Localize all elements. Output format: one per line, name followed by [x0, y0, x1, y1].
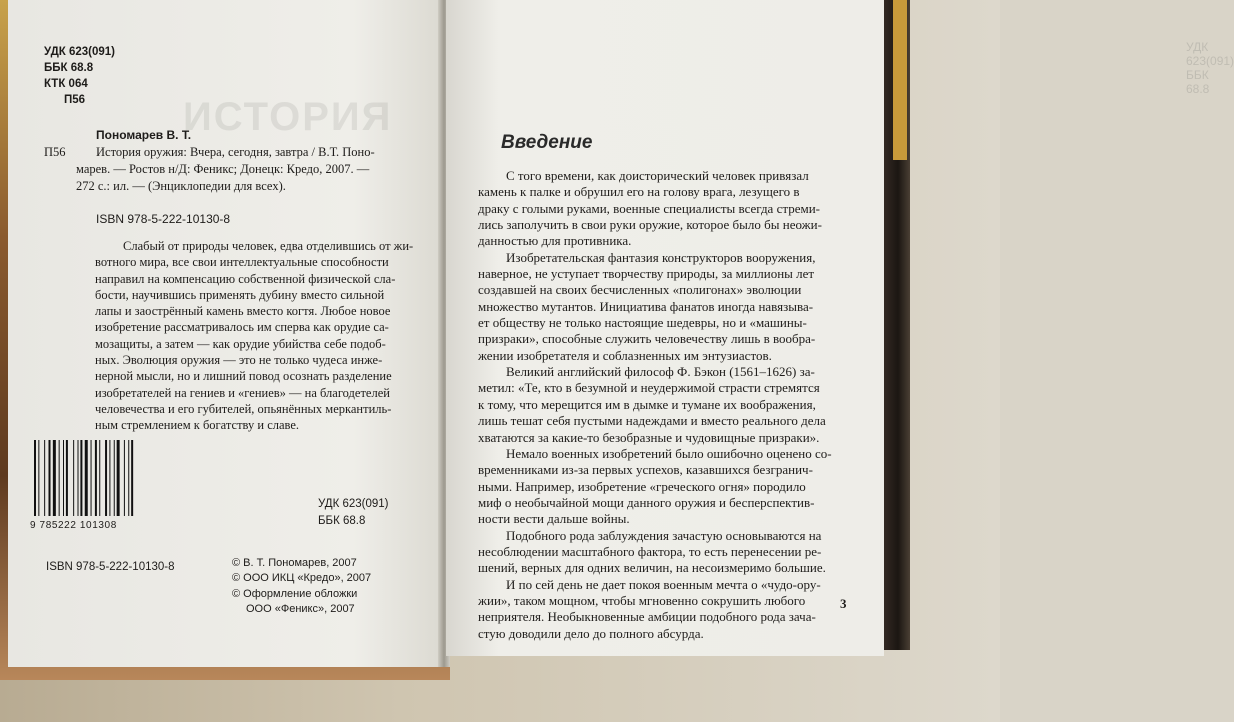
bleed-through-ghost: ИСТОРИЯ [183, 95, 393, 139]
barcode-bar [131, 440, 133, 516]
barcode-bar [53, 440, 56, 516]
annotation-line: ных. Эволюция оружия — это не только чудеса инже- [95, 353, 383, 368]
body-line: множество мутантов. Инициатива фанатов иногда навязыва- [478, 298, 814, 314]
body-line: Великий английский философ Ф. Бэкон (1561–1626) за- [506, 364, 815, 380]
bbk-code-bottom: ББК 68.8 [318, 515, 366, 527]
annotation-line: изобретение рассматривалось им сперва как орудие са- [95, 320, 389, 335]
barcode-bar [44, 440, 45, 516]
chapter-title: Введение [501, 132, 593, 153]
barcode-bar [59, 440, 60, 516]
barcode-bar [128, 440, 129, 516]
body-line: С того времени, как доисторический человек привязал [506, 168, 809, 183]
body-line: хватаются за какие-то безобразные и чудовищные призраки». [478, 429, 820, 445]
barcode-bar [38, 440, 39, 516]
barcode-bar [78, 440, 79, 516]
body-line: наверное, не уступает творчеству природы, за миллионы лет [478, 266, 815, 282]
barcode-bar [114, 440, 115, 516]
body-line: ными. Например, изобретение «греческого огня» породило [478, 478, 806, 494]
barcode-bar [99, 440, 100, 516]
annotation-line: мозащиты, а затем — как орудие убийства себе подоб- [95, 336, 386, 351]
annotation-line: вотного мира, все свои интеллектуальные способности [95, 255, 389, 270]
body-line: ности вести дальше войны. [478, 511, 630, 527]
barcode-bar [63, 440, 64, 516]
udk-code: УДК 623(091) [44, 46, 116, 58]
body-line: неприятеля. Необыкновенные амбиции подобного рода зача- [478, 609, 816, 625]
copyright-line: © Оформление обложки [232, 587, 358, 600]
bleed-through-ghost-right: УДК 623(091) ББК 68.8 [1186, 40, 1234, 96]
index-mark: П56 [44, 145, 66, 159]
barcode-bar [49, 440, 51, 516]
copyright-line: © ООО ИКЦ «Кредо», 2007 [232, 572, 372, 585]
body-line: жении изобретателя и соблазненных им энтузиастов. [478, 347, 772, 363]
body-line: данностью для противника. [478, 233, 632, 249]
biblio-line: 272 с.: ил. — (Энциклопедии для всех). [76, 179, 286, 193]
annotation-line: человечества и его губителей, опьянённых меркантиль- [95, 401, 392, 416]
barcode-bar [124, 440, 125, 516]
body-line: к тому, что мерещится им в дымке и тумане их воображения, [478, 396, 816, 412]
barcode-bar [117, 440, 120, 516]
body-line: лись заполучить в свои руки оружие, которое было бы неожи- [478, 217, 822, 233]
body-line: драку с голыми руками, военные специалисты всегда стреми- [478, 200, 820, 216]
codes-bottom [318, 496, 389, 530]
barcode-bar [85, 440, 88, 516]
book-cover-right-tab [893, 0, 907, 160]
annotation-line: направил на компенсацию собственной физической сла- [95, 271, 396, 286]
body-line: Немало военных изобретений было ошибочно оценено со- [506, 445, 832, 461]
body-line: Изобретательская фантазия конструкторов вооружения, [506, 249, 816, 265]
annotation-line: ным стремлением к богатству и славе. [95, 418, 300, 433]
barcode-bar [66, 440, 68, 516]
body-line: камень к палке и обрушил его на голову врага, лезущего в [478, 184, 800, 200]
annotation-line: бости, научившись применять дубину вместо сильной [95, 287, 385, 302]
body-line: И по сей день не дает покоя военным мечта о «чудо-ору- [506, 576, 821, 592]
body-line: лишь тешат себя пустыми надеждами и вместо реального дела [478, 413, 826, 429]
annotation [95, 238, 413, 434]
body-line: Подобного рода заблуждения зачастую основываются на [506, 527, 822, 543]
copyright-line: © В. Т. Пономарев, 2007 [232, 557, 357, 569]
chapter-body [478, 168, 850, 642]
barcode-bar [109, 440, 110, 516]
barcode-bar [34, 440, 36, 516]
body-line: призраки», способные служить человечеству лишь в вообра- [478, 331, 816, 347]
annotation-line: Слабый от природы человек, едва отделившись от жи- [123, 239, 414, 253]
isbn-top: ISBN 978-5-222-10130-8 [96, 212, 231, 226]
annotation-line: изобретателей на гениев и «гениев» — на благодетелей [95, 385, 390, 400]
ktk-code: КТК 064 [44, 78, 88, 90]
body-line: несоблюдении масштабного фактора, то есть перенесении ре- [478, 543, 822, 559]
page-number: 3 [840, 596, 847, 611]
barcode-digits: 9 785222 101308 [30, 520, 117, 531]
body-line: шений, верных для одних величин, на несоизмеримо большие. [478, 560, 826, 576]
body-line: временниками из-за первых успехов, казавшихся безгранич- [478, 462, 813, 478]
copyright-line: ООО «Феникс», 2007 [246, 602, 355, 615]
author-name: Пономарев В. Т. [96, 128, 192, 142]
body-line: метил: «Те, кто в безумной и неудержимой страсти стремятся [478, 380, 820, 396]
body-line: ет обществу не только настоящие шедевры, но и «машины- [478, 315, 807, 331]
udk-code-bottom: УДК 623(091) [318, 498, 389, 510]
copyright-block [232, 556, 371, 617]
annotation-line: лапы и заострённый камень вместо когтя. Любое новое [95, 304, 391, 319]
bbk-code: ББК 68.8 [44, 62, 94, 74]
body-line: создавшей на своих бесчисленных «полигонах» эволюции [478, 282, 802, 298]
barcode-bar [80, 440, 82, 516]
barcode-bar [91, 440, 92, 516]
body-line: стую доводили дело до полного абсурда. [478, 625, 704, 641]
author-mark: П56 [64, 94, 86, 106]
barcode [32, 440, 162, 530]
annotation-line: нерной мысли, но и лишний повод осознать разделение [95, 369, 392, 384]
body-line: жии», таком мощном, чтобы мгновенно сокрушить любого [478, 592, 806, 608]
body-line: миф о необычайной мощи данного оружия и бесперспектив- [478, 494, 815, 510]
biblio-line: История оружия: Вчера, сегодня, завтра / В.Т. Поно- [96, 145, 375, 159]
biblio-line: марев. — Ростов н/Д: Феникс; Донецк: Кредо, 2007. — [76, 162, 370, 176]
barcode-bar [95, 440, 97, 516]
barcode-bar [105, 440, 107, 516]
isbn-bottom: ISBN 978-5-222-10130-8 [46, 561, 175, 573]
barcode-bar [73, 440, 74, 516]
